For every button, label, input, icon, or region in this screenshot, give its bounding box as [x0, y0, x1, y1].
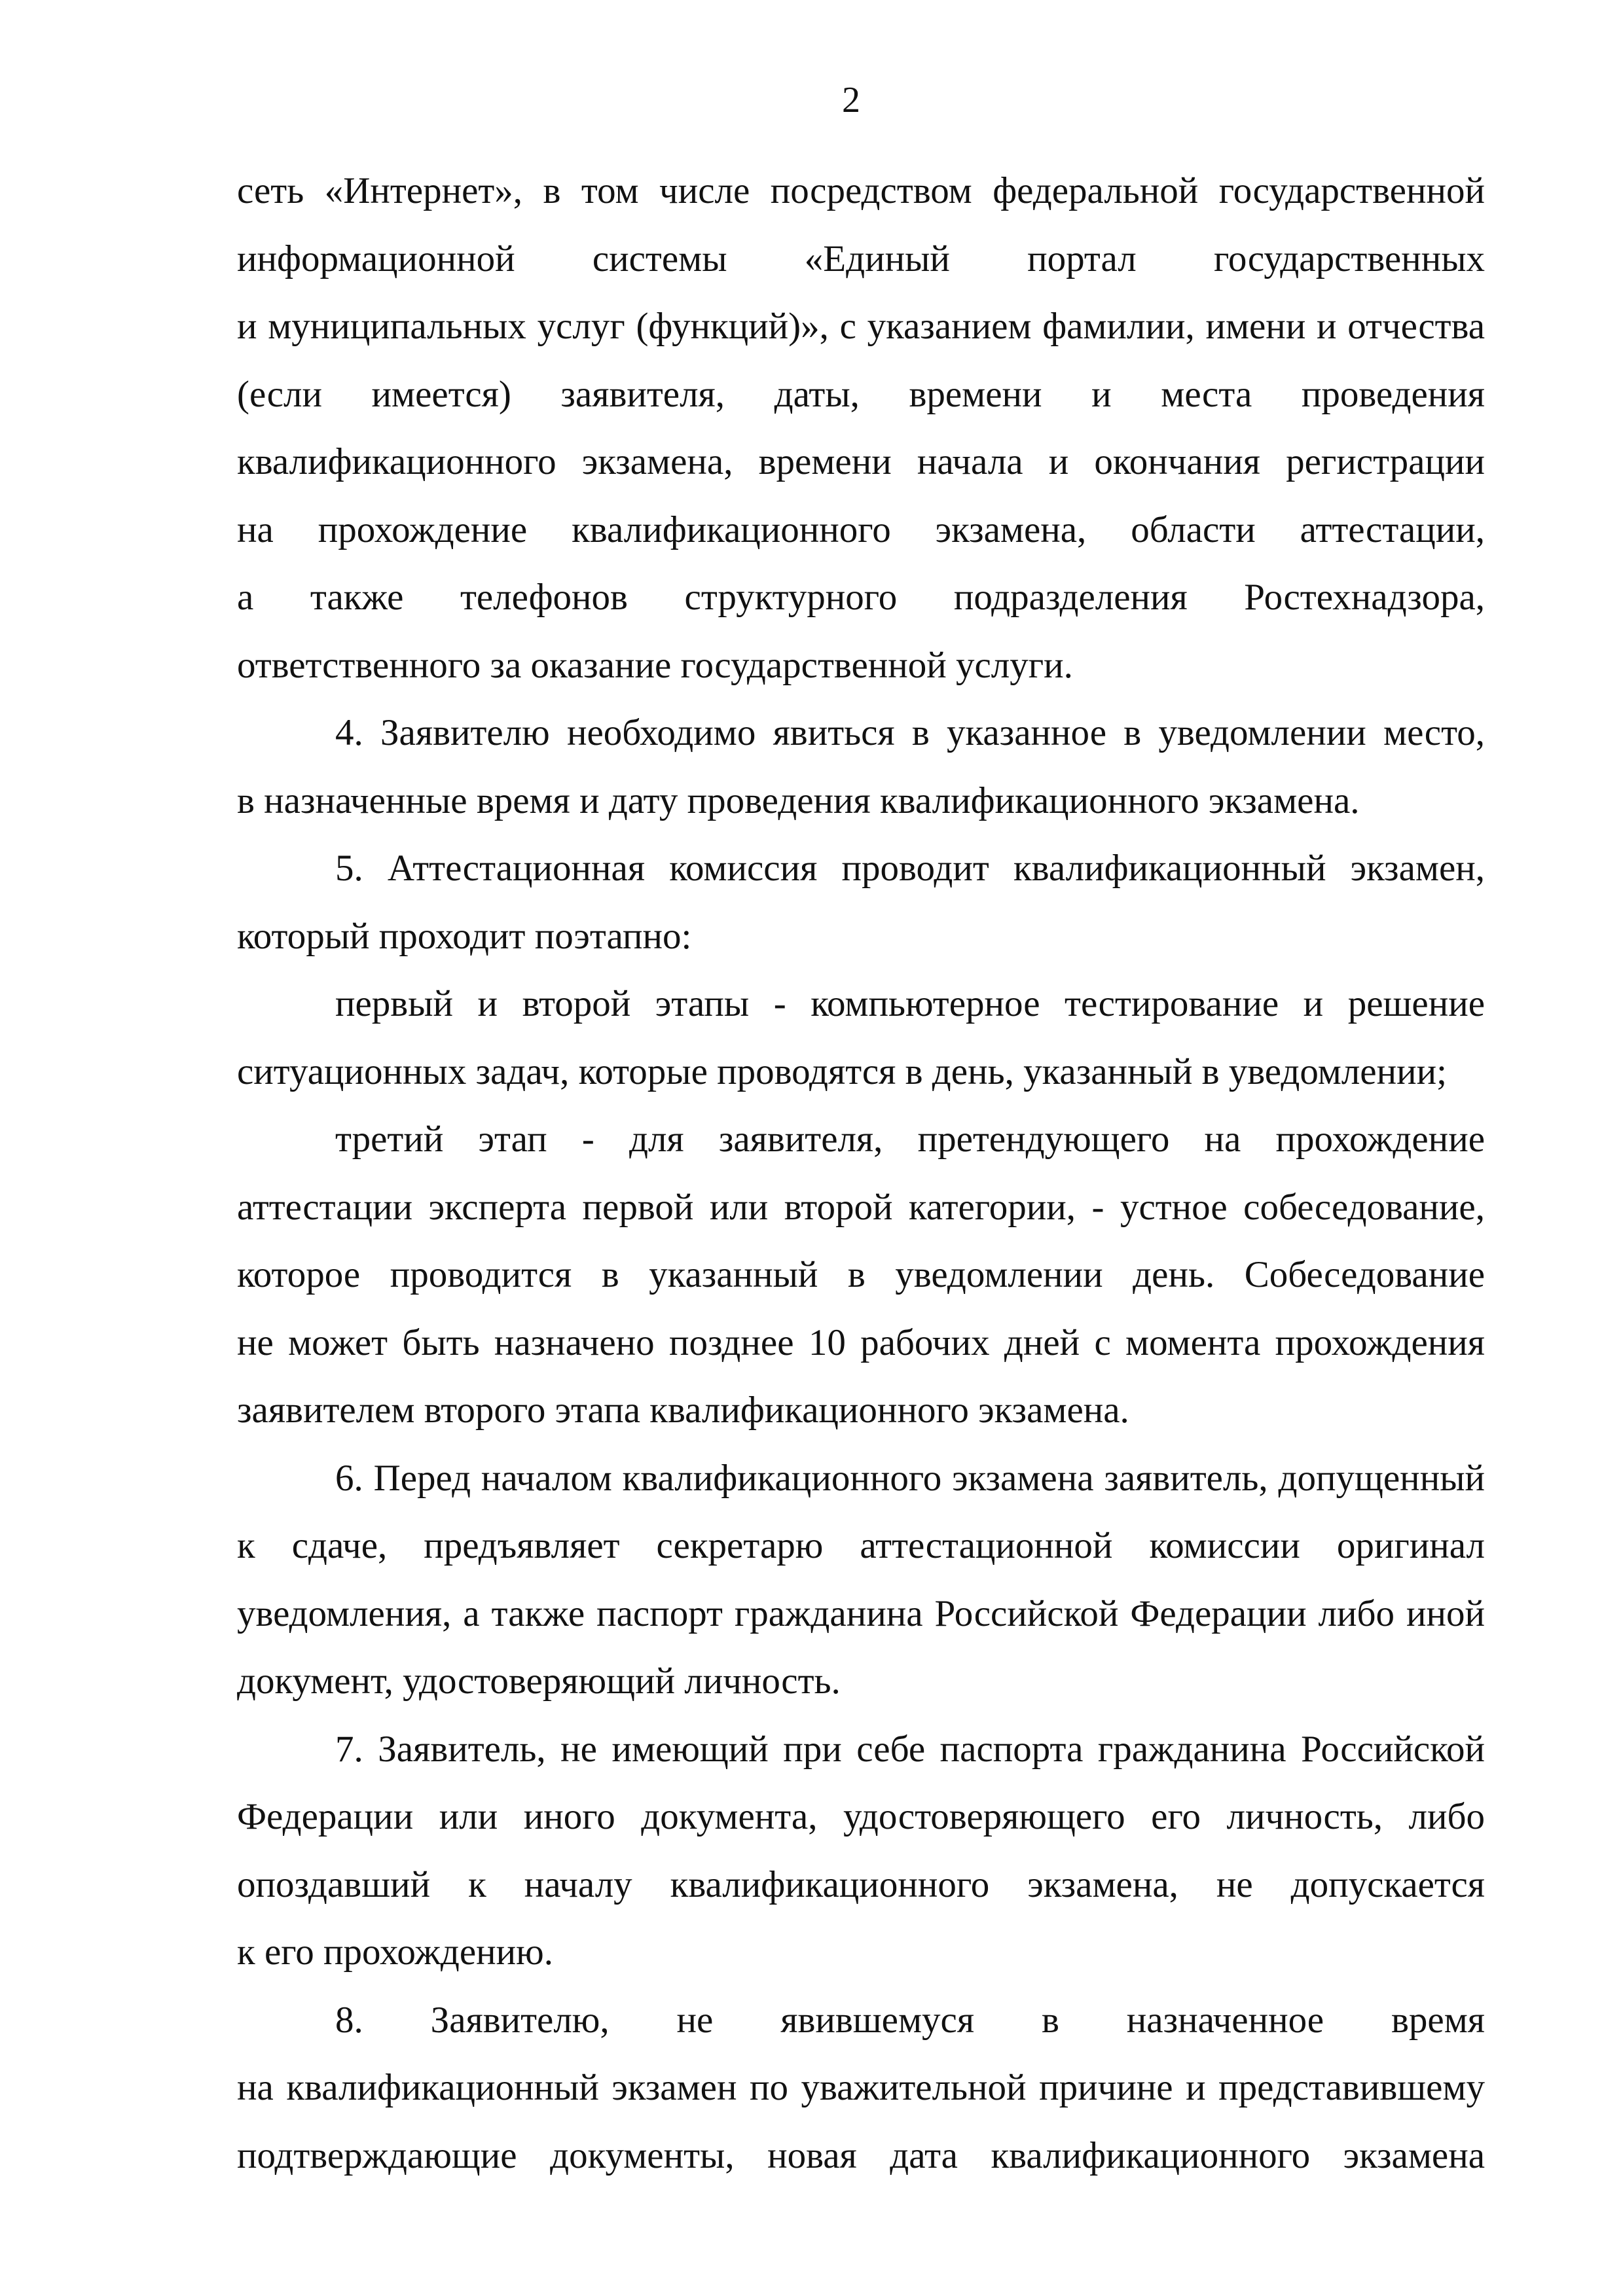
document-body — [237, 157, 1485, 2189]
text-line: которое проводится в указанный в уведомлении день. Собеседование — [237, 1254, 1485, 1295]
text-line: уведомления, а также паспорт гражданина Российской Федерации либо иной — [237, 1592, 1485, 1634]
text-line: третий этап - для заявителя, претендующего на прохождение — [335, 1119, 1485, 1160]
text-line: квалификационного экзамена, времени начала и окончания регистрации — [237, 441, 1485, 482]
text-line: 7. Заявитель, не имеющий при себе паспорта гражданина Российской — [335, 1728, 1485, 1770]
text-line: опоздавший к началу квалификационного экзамена, не допускается — [237, 1863, 1485, 1905]
text-line: 4. Заявителю необходимо явиться в указанное в уведомлении место, — [335, 712, 1485, 753]
text-line: аттестации эксперта первой или второй категории, - устное собеседование, — [237, 1186, 1485, 1228]
text-line: ответственного за оказание государственной услуги. — [237, 644, 1073, 686]
text-line: (если имеется) заявителя, даты, времени и места проведения — [237, 373, 1485, 415]
text-line: документ, удостоверяющий личность. — [237, 1660, 841, 1702]
text-line: сеть «Интернет», в том числе посредством федеральной государственной — [237, 170, 1485, 211]
text-line: в назначенные время и дату проведения квалификационного экзамена. — [237, 780, 1360, 821]
text-line: к сдаче, предъявляет секретарю аттестационной комиссии оригинал — [237, 1525, 1485, 1566]
text-line: не может быть назначено позднее 10 рабочих дней с момента прохождения — [237, 1321, 1485, 1363]
text-line: ситуационных задач, которые проводятся в день, указанный в уведомлении; — [237, 1050, 1447, 1092]
text-line: заявителем второго этапа квалификационного экзамена. — [237, 1390, 1129, 1431]
page-number: 2 — [842, 80, 860, 120]
text-line: подтверждающие документы, новая дата квалификационного экзамена — [237, 2134, 1485, 2176]
text-line: а также телефонов структурного подразделения Ростехнадзора, — [237, 577, 1485, 618]
text-line: информационной системы «Единый портал государственных — [237, 238, 1485, 279]
text-line: на прохождение квалификационного экзамена, области аттестации, — [237, 509, 1485, 550]
text-line: первый и второй этапы - компьютерное тестирование и решение — [335, 983, 1485, 1024]
text-line: 6. Перед началом квалификационного экзамена заявитель, допущенный — [335, 1457, 1485, 1499]
text-line: к его прохождению. — [237, 1931, 553, 1973]
text-line: 5. Аттестационная комиссия проводит квалификационный экзамен, — [335, 848, 1485, 889]
text-line: Федерации или иного документа, удостоверяющего его личность, либо — [237, 1796, 1485, 1837]
text-line: который проходит поэтапно: — [237, 915, 692, 957]
text-line: и муниципальных услуг (функций)», с указанием фамилии, имени и отчества — [237, 306, 1485, 347]
text-line: на квалификационный экзамен по уважительной причине и представившему — [237, 2067, 1485, 2108]
text-line: 8. Заявителю, не явившемуся в назначенное время — [335, 1999, 1485, 2041]
